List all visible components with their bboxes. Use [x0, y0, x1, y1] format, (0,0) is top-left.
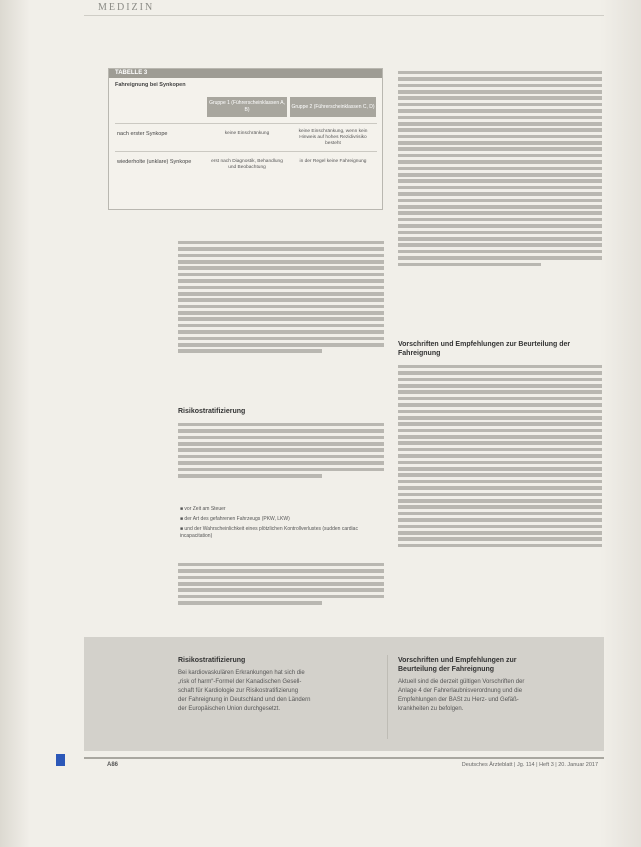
- summary-right-line: krankheiten zu befolgen.: [398, 706, 464, 712]
- header-rule: [84, 15, 604, 16]
- footer-rule: [84, 757, 604, 759]
- page-marker: [56, 754, 65, 766]
- summary-right-line: Aktuell sind die derzeit gültigen Vorschriften der: [398, 679, 525, 685]
- summary-left-line: „risk of harm“-Formel der Kanadischen Gesell-: [178, 679, 302, 685]
- table-divider: [115, 151, 377, 152]
- summary-box: [84, 637, 604, 751]
- table-col2-header: Gruppe 2 (Führerscheinklassen C, D): [290, 97, 376, 117]
- journal-citation: Deutsches Ärzteblatt | Jg. 114 | Heft 3 | 20. Januar 2017: [461, 762, 598, 768]
- page-number: A86: [107, 762, 119, 768]
- heading-risk: Risikostratifizierung: [178, 408, 246, 415]
- summary-left-line: Bei kardiovaskulären Erkrankungen hat sich die: [178, 670, 305, 676]
- table-divider: [115, 123, 377, 124]
- table-row-label: nach erster Synkope: [117, 131, 168, 137]
- bullet-2: ■ der Art des gefahrenen Fahrzeugs (PKW, LKW): [180, 516, 290, 522]
- section-header: MEDIZIN: [98, 2, 155, 13]
- summary-right-line: Anlage 4 der Fahrerlaubnisverordnung und die: [398, 688, 523, 694]
- table-col1-header: Gruppe 1 (Führerscheinklassen A, B): [207, 97, 287, 117]
- table-cell: keine Einschränkung, wenn kein Hinweis auf hohes Rezidivrisiko besteht: [298, 129, 368, 146]
- summary-left-line: der Fahreignung in Deutschland und den Ländern: [178, 697, 311, 703]
- summary-right-heading: Beurteilung der Fahreignung: [398, 666, 495, 673]
- summary-divider: [387, 655, 388, 739]
- table-box: [108, 68, 383, 210]
- right-column-rules-body: [398, 362, 602, 550]
- left-column-tail: [178, 560, 384, 608]
- left-column-body: [178, 238, 384, 356]
- left-column-risk-body: [178, 420, 384, 480]
- summary-left-line: der Europäischen Union durchgesetzt.: [178, 706, 281, 712]
- summary-right-line: Empfehlungen der BASt zu Herz- und Gefäß-: [398, 697, 519, 703]
- table-tag: TABELLE 3: [109, 69, 382, 78]
- table-cell: keine Einschränkung: [224, 131, 270, 136]
- right-column-body: [398, 68, 602, 269]
- summary-left-heading: Risikostratifizierung: [178, 657, 246, 664]
- bullet-1: ■ vor Zeit am Steuer: [180, 506, 226, 512]
- summary-right-heading: Vorschriften und Empfehlungen zur: [398, 657, 517, 664]
- table-title: Fahreignung bei Synkopen: [115, 82, 186, 88]
- table-row-label: wiederholte (unklare) Synkope: [117, 159, 192, 165]
- heading-rules: Vorschriften und Empfehlungen zur Beurteilung der Fahreignung: [398, 341, 571, 357]
- summary-left-line: schaft für Kardiologie zur Risikostratifizierung: [178, 688, 299, 694]
- table-cell: erst nach Diagnostik, Behandlung und Beobachtung: [211, 159, 283, 170]
- bullet-3: ■ und der Wahrscheinlichkeit eines plötzlichen Kontrollverlustes (sudden cardiac incapacitation): [180, 526, 358, 539]
- table-cell: in der Regel keine Fahreignung: [299, 159, 367, 164]
